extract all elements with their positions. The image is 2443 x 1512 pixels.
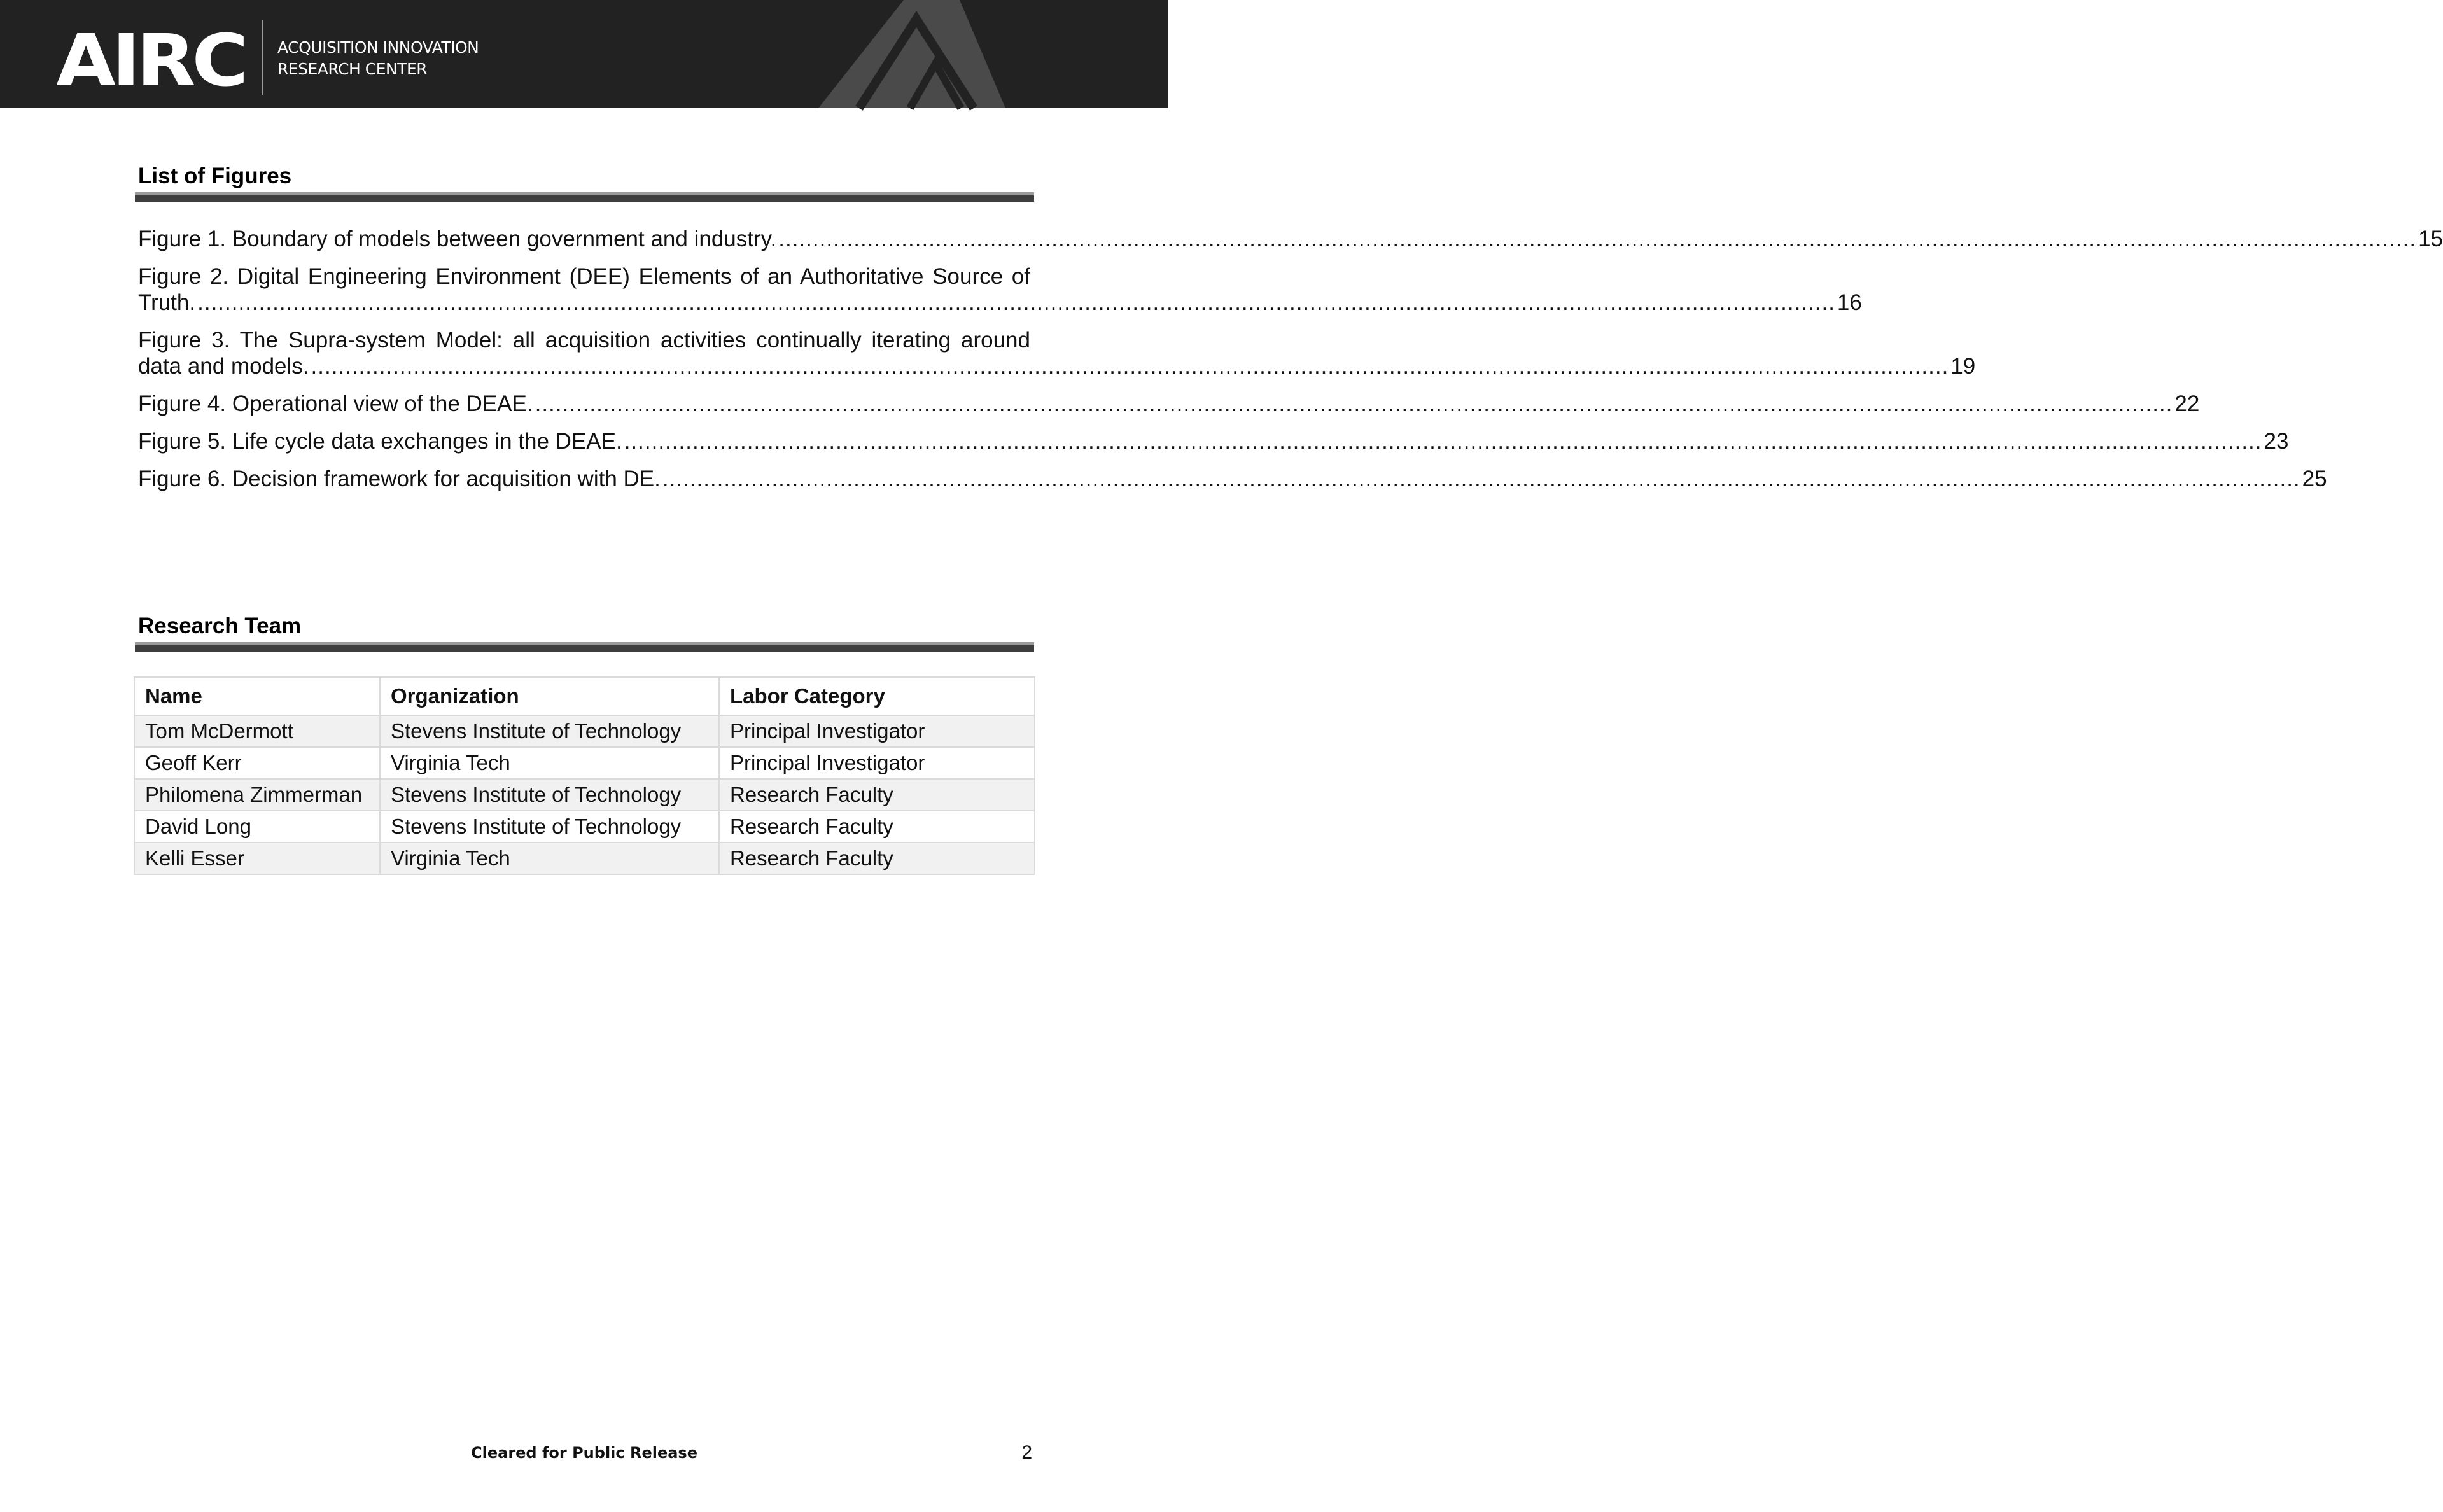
figure-entry-2[interactable]: [138, 263, 1862, 316]
airc-logo: [56, 20, 247, 102]
org-name: [277, 37, 479, 80]
figure-entry-text: Figure 6. Decision framework for acquisition with DE.: [138, 466, 661, 491]
cell-organization: Virginia Tech: [380, 843, 719, 874]
figure-entry-6[interactable]: [138, 466, 2327, 492]
cell-labor-category: Research Faculty: [719, 811, 1035, 843]
cell-organization: Stevens Institute of Technology: [380, 811, 719, 843]
table-row: [134, 747, 1035, 779]
table-row: [134, 715, 1035, 747]
research-team-table: [134, 676, 1035, 875]
section-rule: [135, 192, 1034, 202]
dot-leader: [778, 226, 2416, 252]
cell-name: David Long: [134, 811, 380, 843]
table-row: [134, 811, 1035, 843]
table-row: [134, 779, 1035, 811]
triangle-decoration-icon: [815, 0, 1018, 108]
cell-name: Tom McDermott: [134, 715, 380, 747]
figure-page-number: 15: [2418, 227, 2443, 251]
public-release-notice: Cleared for Public Release: [471, 1444, 697, 1462]
table-header-row: [134, 677, 1035, 715]
dot-leader: [311, 353, 1949, 379]
cell-organization: Stevens Institute of Technology: [380, 715, 719, 747]
column-header-labor-category: Labor Category: [719, 677, 1035, 715]
cell-name: Kelli Esser: [134, 843, 380, 874]
figure-entry-text: Figure 4. Operational view of the DEAE.: [138, 391, 533, 416]
list-of-figures-heading: List of Figures: [138, 164, 292, 188]
figure-entry-text: Figure 5. Life cycle data exchanges in the DEAE.: [138, 429, 622, 454]
figure-entry-text: Figure 2. Digital Engineering Environment (DEE) Elements of an Authoritative Source of: [138, 264, 1030, 289]
cell-name: Geoff Kerr: [134, 747, 380, 779]
cell-name: Philomena Zimmerman: [134, 779, 380, 811]
dot-leader: [662, 466, 2300, 492]
figure-entry-4[interactable]: [138, 391, 2200, 417]
cell-labor-category: Research Faculty: [719, 779, 1035, 811]
list-of-figures: [138, 226, 2443, 503]
figure-page-number: 23: [2264, 429, 2289, 454]
table-row: [134, 843, 1035, 874]
svg-text:AIRC: AIRC: [56, 20, 244, 102]
cell-organization: Stevens Institute of Technology: [380, 779, 719, 811]
research-team-heading: Research Team: [138, 613, 302, 638]
figure-entry-text: Figure 3. The Supra-system Model: all acquisition activities continually iterating around: [138, 328, 1030, 353]
cell-labor-category: Research Faculty: [719, 843, 1035, 874]
cell-labor-category: Principal Investigator: [719, 747, 1035, 779]
figure-entry-text-cont: data and models.: [138, 354, 309, 379]
figure-entry-text: Figure 1. Boundary of models between government and industry.: [138, 227, 777, 251]
figure-entry-5[interactable]: [138, 428, 2289, 454]
section-rule: [135, 642, 1034, 652]
figure-entry-3[interactable]: [138, 327, 1976, 379]
figure-page-number: 19: [1950, 354, 1976, 379]
dot-leader: [624, 428, 2262, 454]
cell-labor-category: Principal Investigator: [719, 715, 1035, 747]
dot-leader: [197, 290, 1835, 316]
header-banner: [0, 0, 1168, 108]
logo-divider: [262, 20, 263, 95]
figure-page-number: 16: [1837, 290, 1862, 315]
org-name-line-1: ACQUISITION INNOVATION: [277, 38, 479, 57]
figure-entry-text-cont: Truth.: [138, 290, 196, 315]
figure-entry-1[interactable]: [138, 226, 2443, 252]
figure-page-number: 25: [2302, 466, 2327, 491]
figure-page-number: 22: [2174, 391, 2200, 416]
cell-organization: Virginia Tech: [380, 747, 719, 779]
dot-leader: [535, 391, 2173, 417]
column-header-organization: Organization: [380, 677, 719, 715]
column-header-name: Name: [134, 677, 380, 715]
page-number: 2: [1021, 1442, 1032, 1463]
org-name-line-2: RESEARCH CENTER: [277, 60, 428, 78]
